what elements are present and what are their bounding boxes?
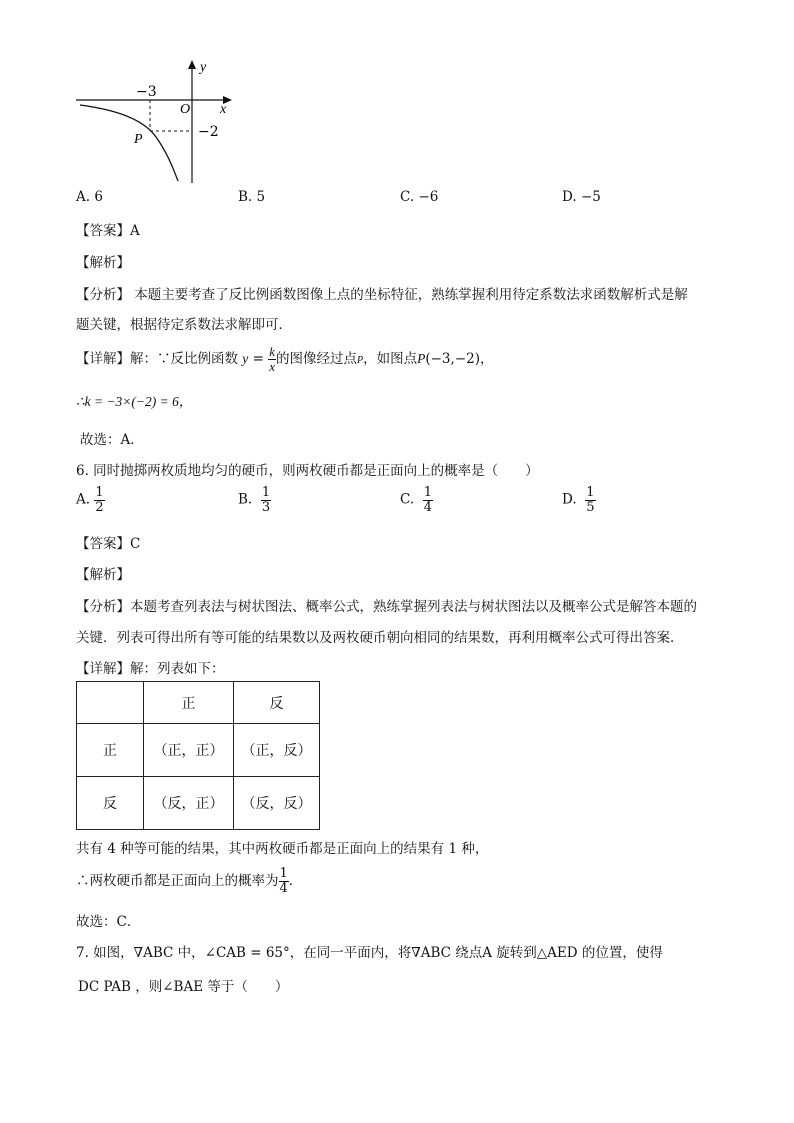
table-row-header: 反: [77, 777, 144, 830]
q5-detail-line: 【详解】解：∵反比例函数 y = $\frac{k}{x}$ 的图像经过点P，如图点P(−3,−2)，: [76, 344, 494, 374]
q5-option-a: A. 6: [76, 189, 103, 205]
q5-option-b: B. 5: [238, 189, 266, 205]
hyperbola-curve: [80, 105, 178, 181]
table-header-row: [77, 682, 320, 724]
q6-option-c: C. $\frac{1}{4}$: [400, 485, 433, 515]
table-cell: （正，反）: [234, 724, 320, 777]
table-row: [77, 724, 320, 777]
table-row-header: 正: [77, 724, 144, 777]
neg3-label: −3: [136, 84, 157, 100]
y-axis-label: y: [200, 60, 207, 75]
outcome-table: [76, 681, 320, 830]
q5-jiexi-tag: 【解析】: [76, 255, 130, 271]
q6-analysis-line1: 【分析】本题考查列表法与树状图法、概率公式，熟练掌握列表法与树状图法以及概率公式是解答本题的: [76, 599, 697, 615]
table-row: [77, 777, 320, 830]
q5-answer: 【答案】A: [76, 223, 140, 239]
q5-analysis-line2: 题关键，根据待定系数法求解即可．: [76, 317, 292, 333]
table-cell: （正，正）: [144, 724, 234, 777]
q6-option-d: D. $\frac{1}{5}$: [562, 485, 595, 515]
q5-option-c: C. −6: [400, 189, 439, 205]
inverse-function-graph: [70, 55, 240, 185]
q6-stem: 6. 同时抛掷两枚质地均匀的硬币，则两枚硬币都是正面向上的概率是（ ）: [76, 463, 539, 479]
table-cell: （反，正）: [144, 777, 234, 830]
q6-answer: 【答案】C: [76, 536, 141, 552]
q6-analysis-line2: 关键．列表可得出所有等可能的结果数以及两枚硬币朝向相同的结果数，再利用概率公式可得出答案．: [76, 630, 684, 646]
origin-label: O: [180, 102, 191, 117]
q5-calc-line: ∴k = −3×(−2) = 6，: [76, 394, 193, 409]
table-header-cell: 正: [144, 682, 234, 724]
q6-option-b: B. $\frac{1}{3}$: [238, 485, 271, 515]
table-cell: （反，反）: [234, 777, 320, 830]
q5-analysis-line1: 【分析】 本题主要考查了反比例函数图像上点的坐标特征，熟练掌握利用待定系数法求函数解析式是解: [76, 287, 688, 303]
q7-line1: 7. 如图，∇ABC 中，∠CAB = 65°，在同一平面内，将∇ABC 绕点A 旋转到△AED 的位置，使得: [76, 945, 663, 961]
q6-prob-line: ∴两枚硬币都是正面向上的概率为 $\frac{1}{4}$ ．: [76, 866, 303, 896]
q5-option-d: D. −5: [562, 189, 601, 205]
q6-detail: 【详解】解：列表如下：: [76, 661, 225, 677]
q6-total-line: 共有 4 种等可能的结果，其中两枚硬币都是正面向上的结果有 1 种，: [76, 841, 489, 857]
q7-line2: DC PAB ，则∠BAE 等于（ ）: [78, 979, 289, 995]
x-axis-label: x: [220, 102, 227, 117]
q6-jiexi-tag: 【解析】: [76, 567, 130, 583]
neg2-label: −2: [198, 124, 219, 140]
table-header-cell: 反: [234, 682, 320, 724]
q5-choice: 故选：A．: [80, 432, 144, 448]
k-over-x-fraction: $\frac{k}{x}$: [269, 344, 275, 374]
point-p-label: P: [134, 132, 143, 147]
table-corner-cell: [77, 682, 144, 724]
q6-choice: 故选：C．: [76, 914, 141, 930]
y-axis-arrow: [188, 60, 196, 69]
q6-option-a: A. $\frac{1}{2}$: [76, 485, 104, 515]
